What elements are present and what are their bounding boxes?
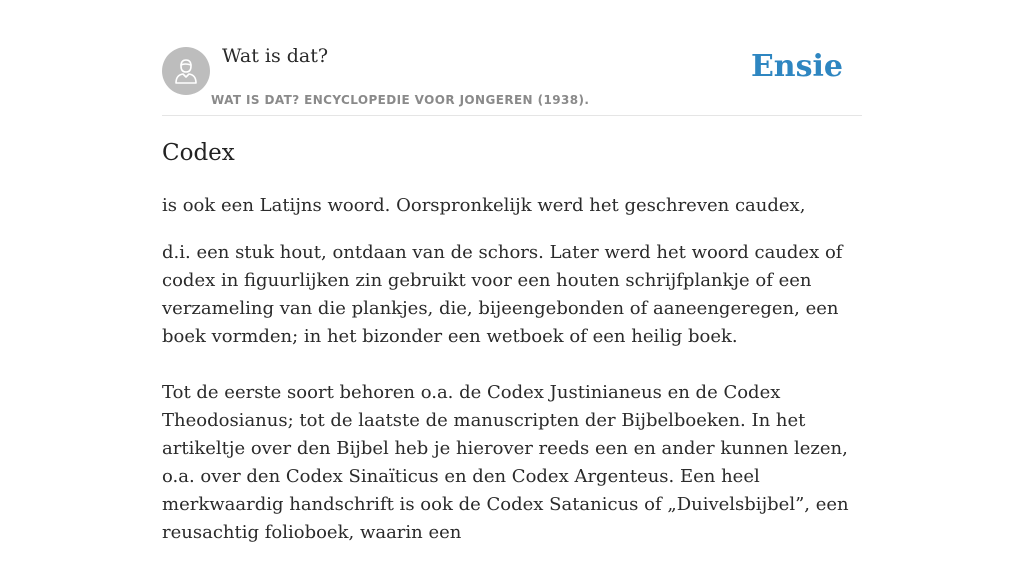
article-paragraph: Tot de eerste soort behoren o.a. de Codex Justinianeus en de Codex Theodosianus; tot de laatste de manuscripten der Bijbelboeken. In het artikeltje over den Bijbel heb je hierover reeds een en ander kunnen lezen, o.a. over den Codex Sinaïticus en den Codex Argenteus. Een heel merkwaardig handschrift is ook de Codex Satanicus of „Duivelsbijbel”, een reusachtig folioboek, waarin een <box>162 382 849 543</box>
article-paragraph: d.i. een stuk hout, ontdaan van de schors. Later werd het woord caudex of codex in figuurlijken zin gebruikt voor een houten schrijfplankje of een verzameling van die plankjes, die, bijeengebonden of aaneengeregen, een boek vormden; in het bizonder een wetboek of een heilig boek. <box>162 242 843 347</box>
article-body <box>162 239 862 575</box>
author-avatar[interactable] <box>162 47 210 95</box>
source-label: WAT IS DAT? ENCYCLOPEDIE VOOR JONGEREN (1938). <box>211 93 590 107</box>
author-name-link[interactable]: Wat is dat? <box>222 45 329 67</box>
article-title: Codex <box>162 140 235 166</box>
user-silhouette-icon <box>171 56 201 86</box>
article-container <box>162 0 862 543</box>
article-header <box>162 0 862 116</box>
article-lead: is ook een Latijns woord. Oorspronkelijk werd het geschreven caudex, <box>162 195 806 216</box>
ensie-logo-link[interactable]: Ensie <box>750 49 843 84</box>
